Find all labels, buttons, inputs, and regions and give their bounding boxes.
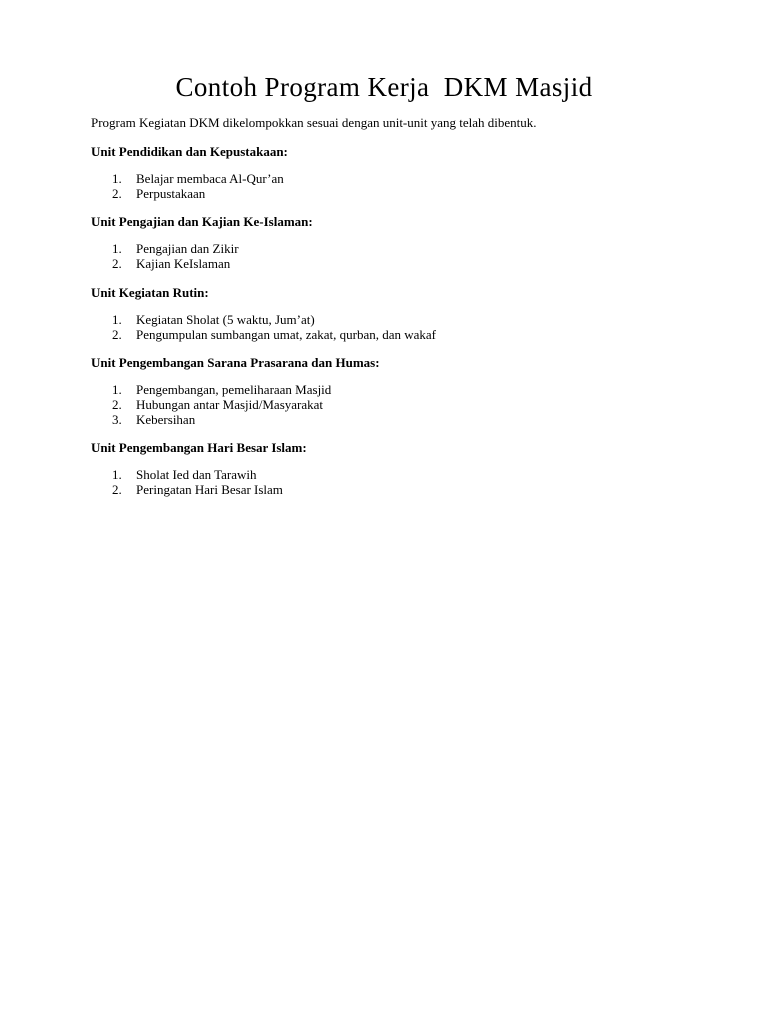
list-item-number: 3. <box>112 412 122 427</box>
list-item-text: Pengembangan, pemeliharaan Masjid <box>136 382 332 397</box>
list-item-number: 1. <box>112 171 122 186</box>
list-item-number: 2. <box>112 256 122 271</box>
list-item-text: Belajar membaca Al-Qur’an <box>136 171 284 186</box>
list-item-number: 1. <box>112 382 122 397</box>
section-heading-pengajian: Unit Pengajian dan Kajian Ke-Islaman: <box>91 214 313 229</box>
list-item-text: Peringatan Hari Besar Islam <box>136 482 283 497</box>
list-item-number: 1. <box>112 467 122 482</box>
section-heading-hari-besar: Unit Pengembangan Hari Besar Islam: <box>91 440 307 455</box>
list-item-number: 2. <box>112 482 122 497</box>
list-item-text: Pengumpulan sumbangan umat, zakat, qurban, dan wakaf <box>136 327 436 342</box>
list-item-text: Kajian KeIslaman <box>136 256 231 271</box>
document-title: Contoh Program Kerja DKM Masjid <box>175 72 593 102</box>
list-item-text: Kegiatan Sholat (5 waktu, Jum’at) <box>136 312 315 327</box>
list-item-text: Perpustakaan <box>136 186 206 201</box>
list-item-number: 2. <box>112 397 122 412</box>
list-item-number: 1. <box>112 241 122 256</box>
list-item-number: 1. <box>112 312 122 327</box>
list-item-number: 2. <box>112 186 122 201</box>
list-item-number: 2. <box>112 327 122 342</box>
list-item-text: Sholat Ied dan Tarawih <box>136 467 257 482</box>
list-item-text: Hubungan antar Masjid/Masyarakat <box>136 397 324 412</box>
section-heading-pendidikan: Unit Pendidikan dan Kepustakaan: <box>91 144 288 159</box>
list-item-text: Kebersihan <box>136 412 196 427</box>
section-heading-kegiatan-rutin: Unit Kegiatan Rutin: <box>91 285 209 300</box>
intro-paragraph: Program Kegiatan DKM dikelompokkan sesuai dengan unit-unit yang telah dibentuk. <box>91 115 537 130</box>
list-item-text: Pengajian dan Zikir <box>136 241 239 256</box>
section-heading-sarana-prasarana: Unit Pengembangan Sarana Prasarana dan Humas: <box>91 355 380 370</box>
